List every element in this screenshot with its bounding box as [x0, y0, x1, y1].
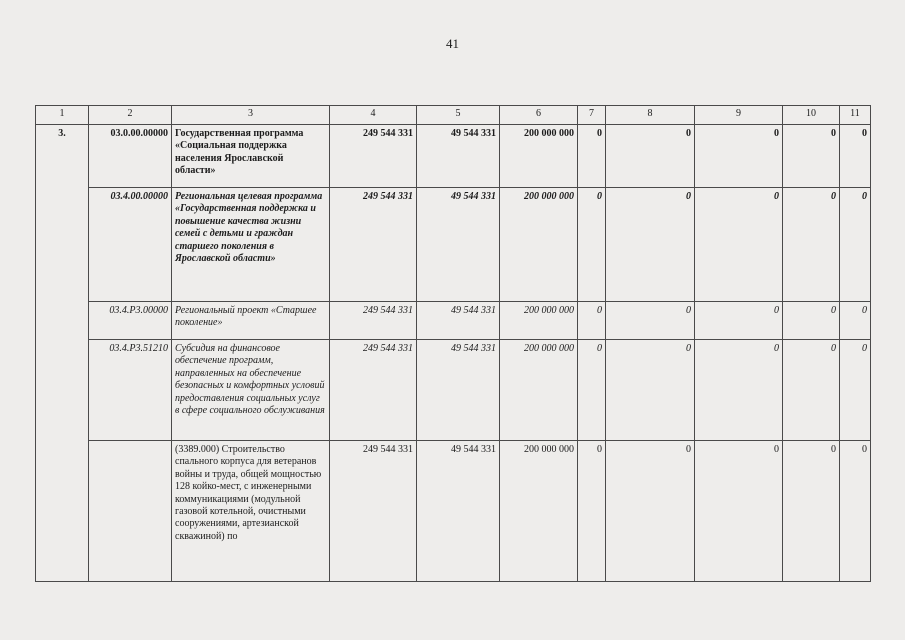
amount-cell: 0: [783, 188, 840, 302]
amount-cell: 200 000 000: [500, 188, 578, 302]
amount-cell: 0: [695, 188, 783, 302]
column-header: 8: [606, 106, 695, 125]
amount-cell: 249 544 331: [330, 340, 417, 441]
amount-cell: 0: [840, 302, 871, 340]
amount-cell: 0: [783, 125, 840, 188]
amount-cell: 49 544 331: [417, 302, 500, 340]
amount-cell: 0: [578, 302, 606, 340]
amount-cell: 0: [578, 340, 606, 441]
code-cell: [89, 441, 172, 582]
amount-cell: 49 544 331: [417, 340, 500, 441]
amount-cell: 0: [606, 441, 695, 582]
amount-cell: 200 000 000: [500, 302, 578, 340]
amount-cell: 0: [695, 302, 783, 340]
column-header: 1: [36, 106, 89, 125]
code-cell: 03.0.00.00000: [89, 125, 172, 188]
page-number: 41: [446, 36, 459, 51]
column-header: 7: [578, 106, 606, 125]
amount-cell: 0: [606, 125, 695, 188]
column-header: 6: [500, 106, 578, 125]
table-row: [36, 340, 871, 441]
name-cell: (3389.000) Строительство спального корпуса для ветеранов войны и труда, общей мощностью 128 койко-мест, с инженерными коммуникациями (модульной газовой котельной, очистными сооружениями, артезианской скважиной) по: [172, 441, 330, 582]
amount-cell: 49 544 331: [417, 125, 500, 188]
column-header: 3: [172, 106, 330, 125]
code-cell: 03.4.Р3.00000: [89, 302, 172, 340]
table-row: [36, 441, 871, 582]
column-header: 9: [695, 106, 783, 125]
amount-cell: 0: [783, 302, 840, 340]
table-row: [36, 125, 871, 188]
column-header: 11: [840, 106, 871, 125]
amount-cell: 0: [783, 340, 840, 441]
name-cell: Государственная программа «Социальная поддержка населения Ярославской области»: [172, 125, 330, 188]
amount-cell: 249 544 331: [330, 125, 417, 188]
amount-cell: 0: [606, 188, 695, 302]
amount-cell: 200 000 000: [500, 125, 578, 188]
amount-cell: 0: [695, 340, 783, 441]
column-header: 10: [783, 106, 840, 125]
amount-cell: 49 544 331: [417, 188, 500, 302]
amount-cell: 0: [840, 441, 871, 582]
row-index-cell: 3.: [36, 125, 89, 582]
name-cell: Региональная целевая программа «Государственная поддержка и повышение качества жизни семей с детьми и граждан старшего поколения в Ярославской области»: [172, 188, 330, 302]
amount-cell: 0: [578, 188, 606, 302]
column-header: 4: [330, 106, 417, 125]
amount-cell: 0: [840, 188, 871, 302]
amount-cell: 200 000 000: [500, 441, 578, 582]
name-cell: Субсидия на финансовое обеспечение программ, направленных на обеспечение безопасных и комфортных условий предоставления социальных услуг в сфере социального обслуживания: [172, 340, 330, 441]
amount-cell: 0: [783, 441, 840, 582]
table-header-row: [36, 106, 871, 125]
amount-cell: 0: [840, 340, 871, 441]
amount-cell: 249 544 331: [330, 188, 417, 302]
amount-cell: 249 544 331: [330, 302, 417, 340]
name-cell: Региональный проект «Старшее поколение»: [172, 302, 330, 340]
amount-cell: 0: [606, 302, 695, 340]
amount-cell: 249 544 331: [330, 441, 417, 582]
code-cell: 03.4.Р3.51210: [89, 340, 172, 441]
amount-cell: 0: [695, 125, 783, 188]
amount-cell: 0: [840, 125, 871, 188]
amount-cell: 0: [578, 125, 606, 188]
amount-cell: 49 544 331: [417, 441, 500, 582]
budget-table: [35, 105, 871, 582]
column-header: 5: [417, 106, 500, 125]
table-row: [36, 188, 871, 302]
column-header: 2: [89, 106, 172, 125]
amount-cell: 0: [578, 441, 606, 582]
code-cell: 03.4.00.00000: [89, 188, 172, 302]
amount-cell: 0: [695, 441, 783, 582]
amount-cell: 0: [606, 340, 695, 441]
table-row: [36, 302, 871, 340]
amount-cell: 200 000 000: [500, 340, 578, 441]
